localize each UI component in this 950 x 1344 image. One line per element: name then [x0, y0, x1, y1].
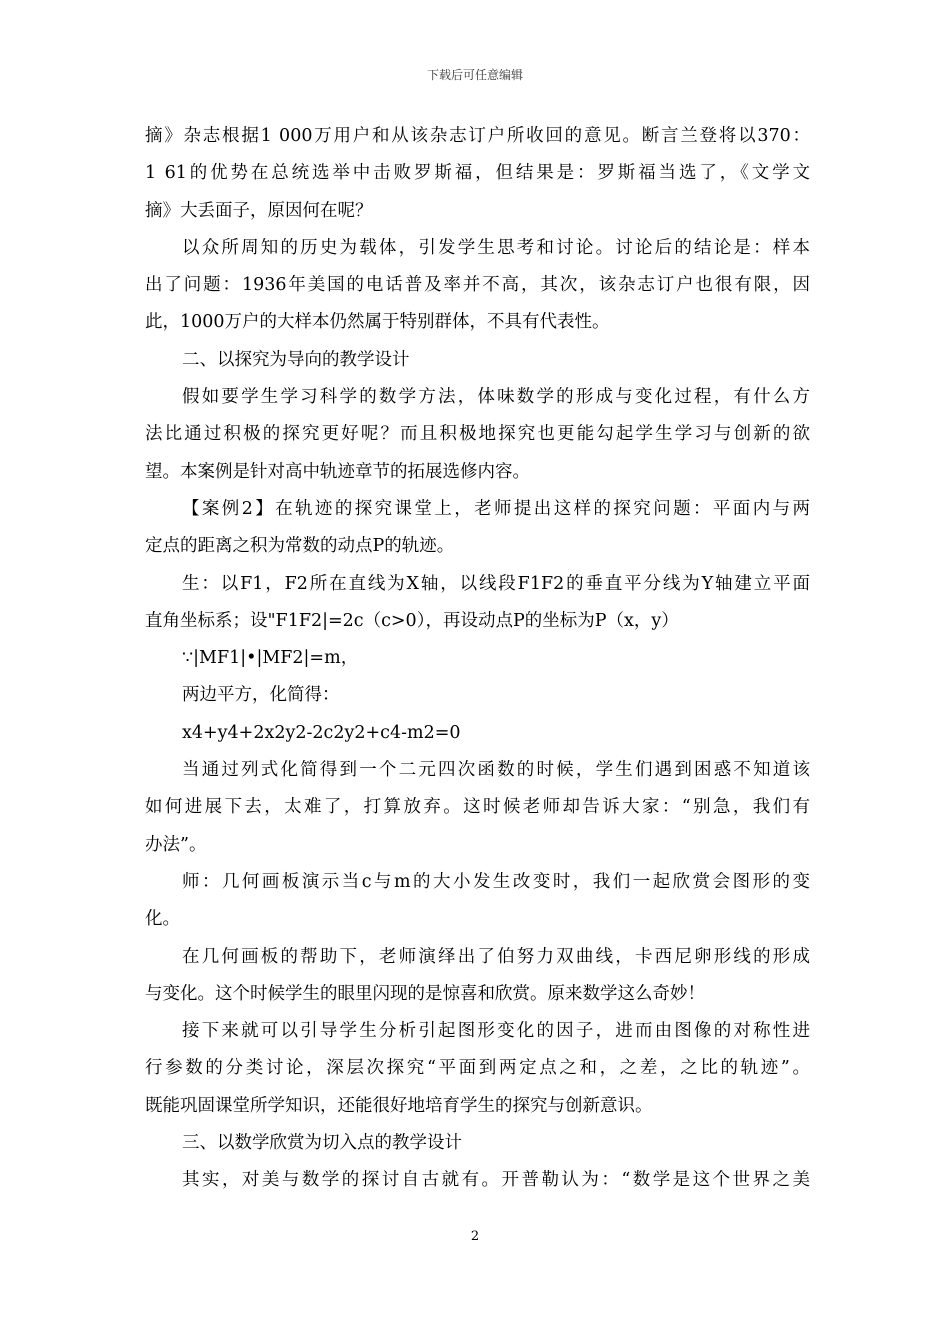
- text-line: 此，1000万户的大样本仍然属于特别群体，不具有代表性。: [145, 312, 610, 333]
- text-line: 在几何画板的帮助下，老师演绎出了伯努力双曲线，卡西尼卵形线的形成: [182, 946, 810, 967]
- text-line: 出了问题：1936年美国的电话普及率并不高，其次，该杂志订户也很有限，因: [145, 275, 810, 296]
- text-line: 摘》大丢面子，原因何在呢？: [145, 200, 373, 221]
- text-line: 摘》杂志根据1 000万用户和从该杂志订户所收回的意见。断言兰登将以370：: [145, 126, 810, 146]
- text-line: 当通过列式化简得到一个二元四次函数的时候，学生们遇到困惑不知道该: [182, 760, 810, 781]
- text-line: 望。本案例是针对高中轨迹章节的拓展选修内容。: [145, 461, 530, 482]
- page-header-note: 下载后可任意编辑: [426, 68, 523, 82]
- formula-line: x4+y4+2x2y2-2c2y2+c4-m2=0: [182, 722, 461, 743]
- text-line: 1 61的优势在总统选举中击败罗斯福，但结果是：罗斯福当选了，《文学文: [145, 163, 810, 184]
- text-line: 既能巩固课堂所学知识，还能很好地培育学生的探究与创新意识。: [145, 1095, 653, 1116]
- text-line: 直角坐标系；设"F1F2|=2c（c>0），再设动点P的坐标为P（x，y）: [145, 610, 679, 631]
- text-line: 行参数的分类讨论，深层次探究“平面到两定点之和，之差，之比的轨迹”。: [145, 1058, 810, 1079]
- text-line: 办法”。: [145, 834, 207, 855]
- text-line: 其实，对美与数学的探讨自古就有。开普勒认为：“数学是这个世界之美: [182, 1170, 810, 1191]
- text-line: 接下来就可以引导学生分析引起图形变化的因子，进而由图像的对称性进: [182, 1021, 810, 1042]
- text-line: 以众所周知的历史为载体，引发学生思考和讨论。讨论后的结论是：样本: [182, 237, 810, 258]
- section-heading: 三、以数学欣赏为切入点的教学设计: [182, 1133, 462, 1154]
- page-number: 2: [470, 1229, 480, 1244]
- text-line: 定点的距离之积为常数的动点P的轨迹。: [145, 536, 455, 557]
- text-line: 【案例2】在轨迹的探究课堂上，老师提出这样的探究问题：平面内与两: [182, 498, 810, 519]
- text-line: 化。: [145, 909, 180, 930]
- section-heading: 二、以探究为导向的教学设计: [182, 349, 410, 370]
- text-line: 师：几何画板演示当c与m的大小发生改变时，我们一起欣赏会图形的变: [182, 871, 810, 892]
- text-line: 两边平方，化简得：: [182, 685, 340, 706]
- text-line: 法比通过积极的探究更好呢？而且积极地探究也更能勾起学生学习与创新的欲: [145, 424, 810, 445]
- text-line: 假如要学生学习科学的数学方法，体味数学的形成与变化过程，有什么方: [182, 387, 810, 408]
- text-line: 与变化。这个时候学生的眼里闪现的是惊喜和欣赏。原来数学这么奇妙！: [145, 983, 705, 1004]
- text-line: 生：以F1，F2所在直线为X轴，以线段F1F2的垂直平分线为Y轴建立平面: [182, 573, 810, 594]
- document-body: [145, 118, 810, 1200]
- formula-line: ∵|MF1|•|MF2|=m，: [182, 648, 359, 669]
- text-line: 如何进展下去，太难了，打算放弃。这时候老师却告诉大家：“别急，我们有: [145, 797, 810, 818]
